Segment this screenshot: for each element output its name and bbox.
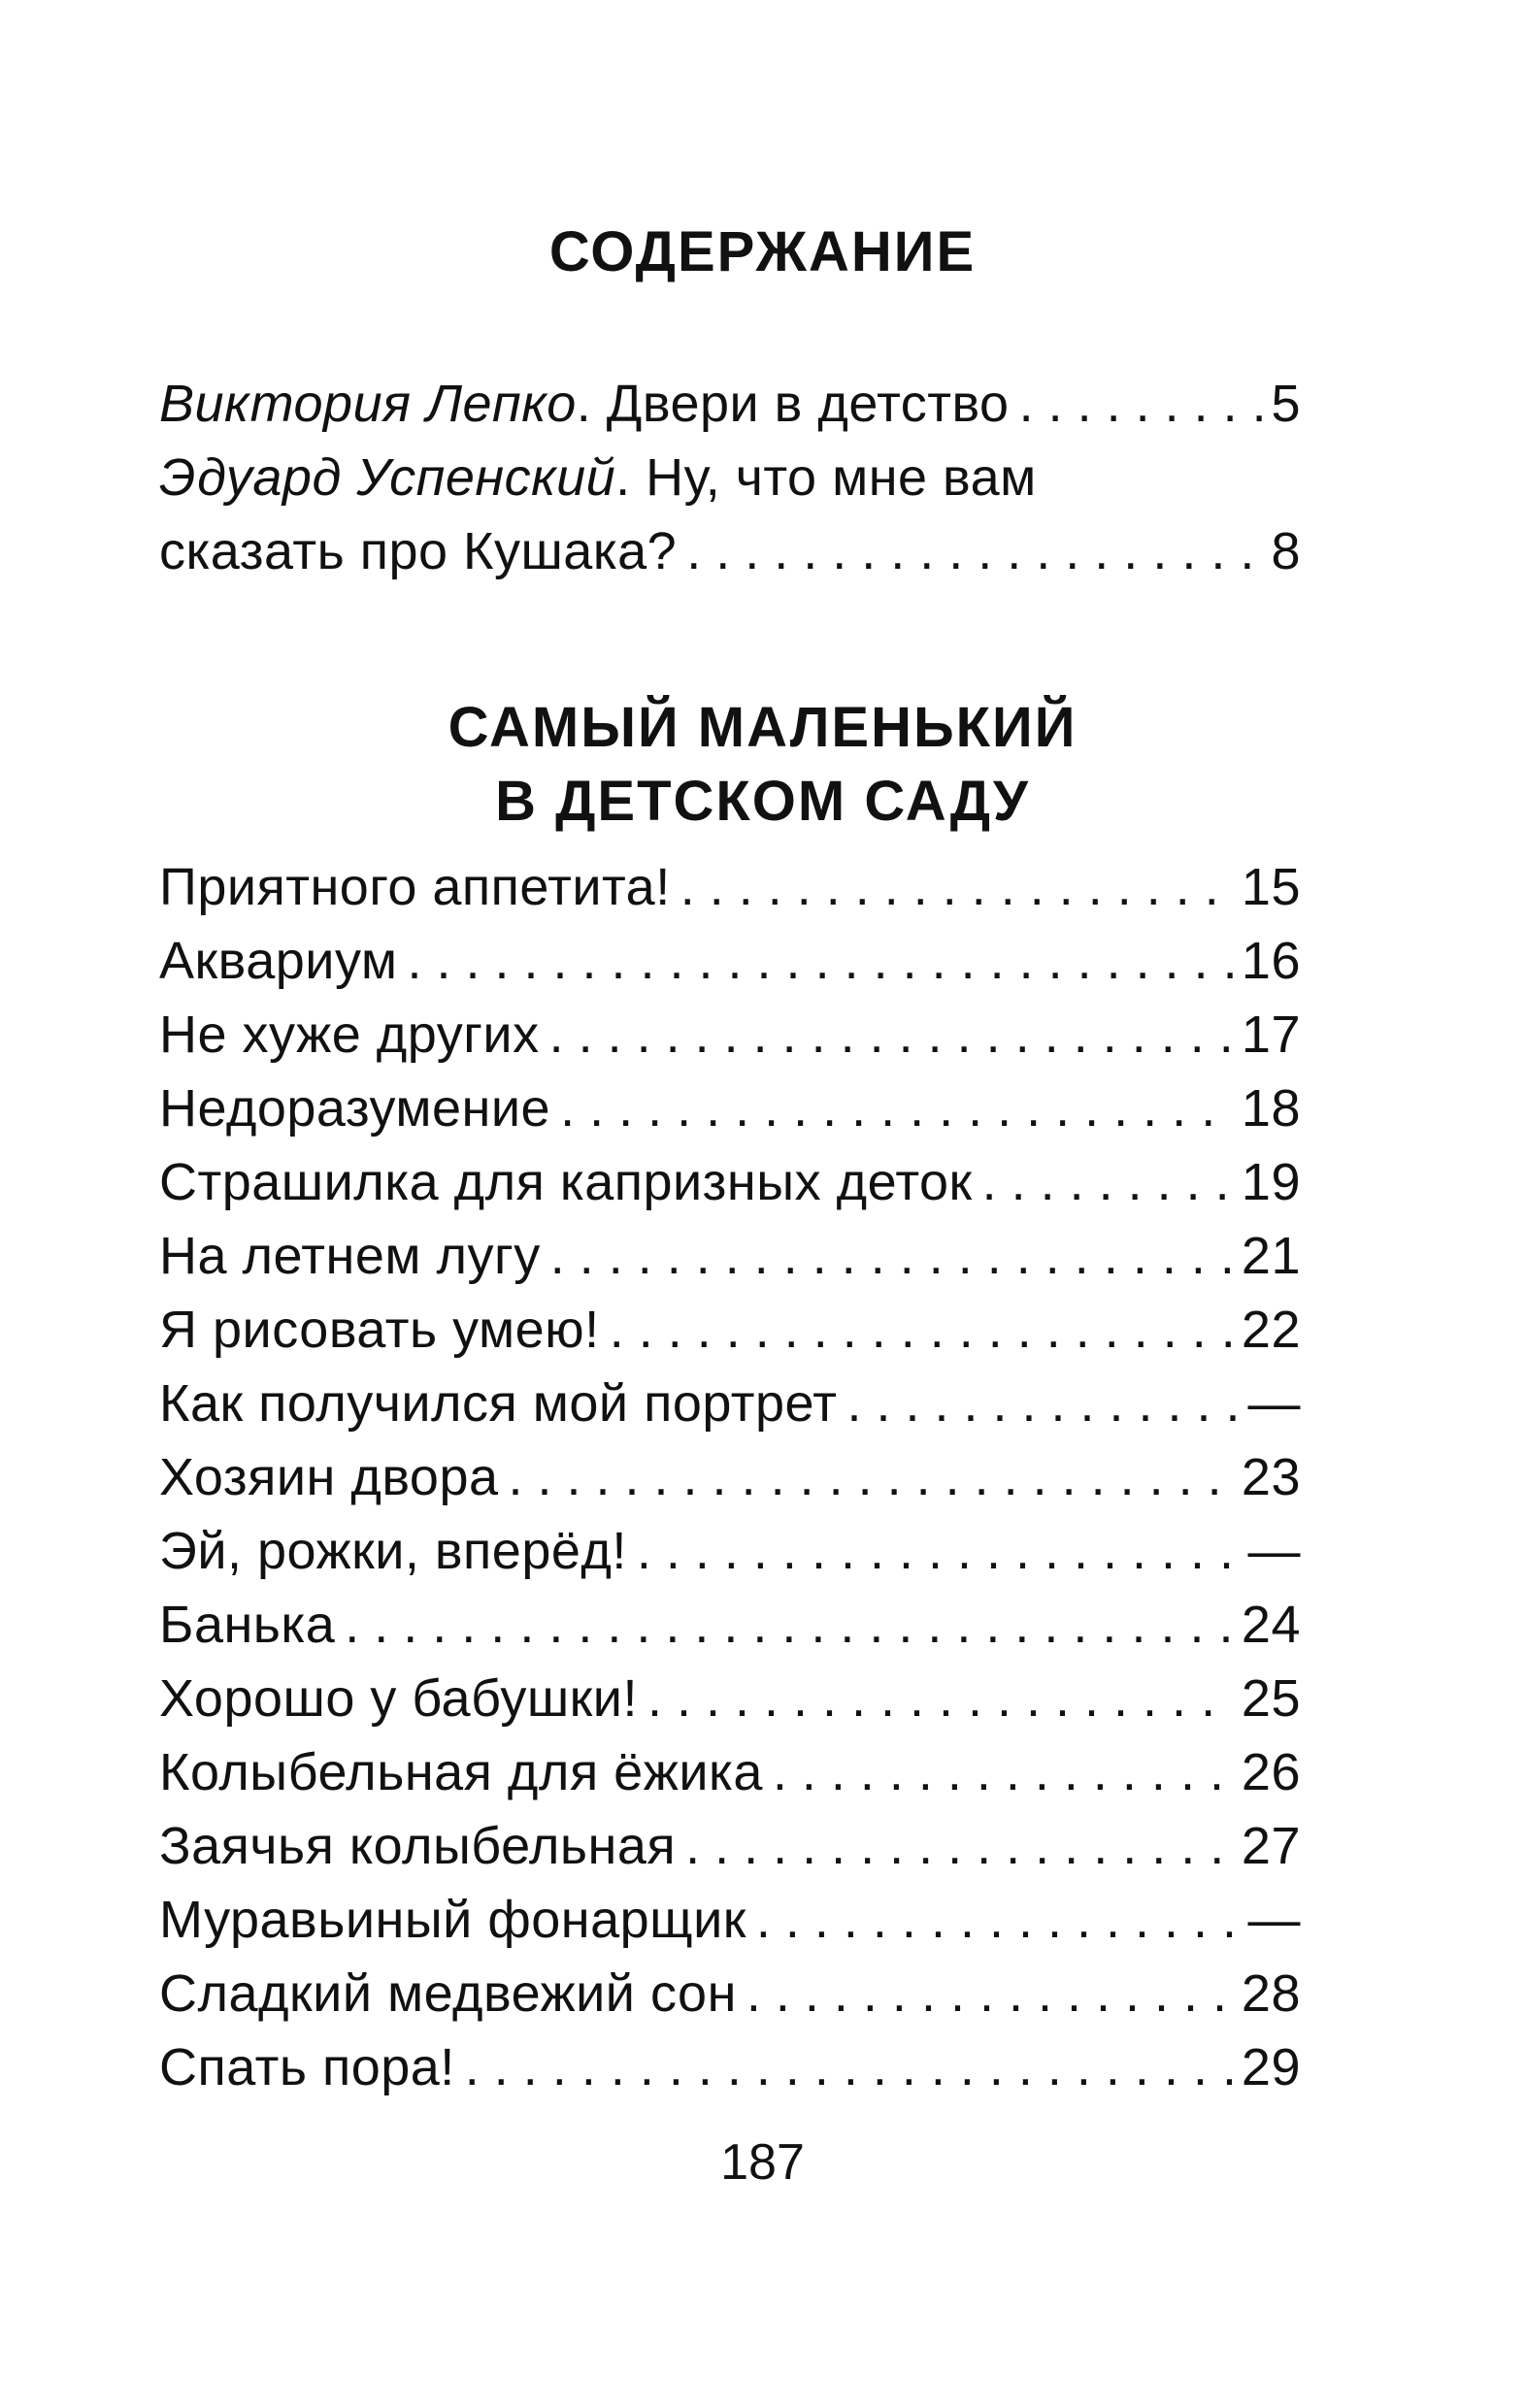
toc-entry [159, 2030, 1301, 2104]
section-title-line2: В ДЕТСКОМ САДУ [495, 770, 1030, 833]
entry-title: Колыбельная для ёжика [159, 1743, 763, 1801]
entry-page: 17 [1241, 1006, 1301, 1064]
entry-title: Приятного аппетита! [159, 858, 671, 916]
entry-title: На летнем лугу [159, 1227, 541, 1285]
toc-entry [159, 514, 1301, 588]
toc-entry [159, 1514, 1301, 1588]
entry-page: 21 [1241, 1227, 1301, 1285]
entry-page: 28 [1241, 1964, 1301, 2023]
entry-page: 26 [1241, 1743, 1301, 1801]
toc-entry [159, 998, 1301, 1072]
entry-page: 8 [1271, 522, 1301, 580]
entry-title: Муравьиный фонарщик [159, 1891, 746, 1949]
entry-author: Виктория Лепко [159, 375, 577, 433]
entry-title: Хозяин двора [159, 1448, 499, 1506]
entry-title [159, 441, 1037, 514]
entry-title: Хорошо у бабушки! [159, 1669, 638, 1728]
toc-entry [159, 1145, 1301, 1219]
dot-leader [407, 924, 1233, 998]
section-title-line1: САМЫЙ МАЛЕНЬКИЙ [448, 696, 1077, 759]
toc-entry [159, 1219, 1301, 1293]
entry-title: Страшилка для капризных деток [159, 1153, 973, 1211]
entry-page: 15 [1241, 858, 1301, 916]
dot-leader [465, 2030, 1234, 2104]
dot-leader [846, 1367, 1240, 1440]
entry-page: 16 [1241, 932, 1301, 990]
toc-entry [159, 850, 1301, 924]
entry-title: Эй, рожки, вперёд! [159, 1522, 627, 1580]
entry-author: Эдуард Успенский [159, 448, 616, 507]
entry-page: 29 [1241, 2038, 1301, 2096]
entry-page: — [1247, 1374, 1301, 1433]
entry-title: Спать пора! [159, 2038, 455, 2096]
contents-heading: СОДЕРЖАНИЕ [548, 220, 977, 283]
dot-leader [686, 514, 1263, 588]
toc-entry [159, 924, 1301, 998]
entry-title [159, 367, 1010, 441]
dot-leader [610, 1293, 1234, 1367]
dot-leader [773, 1735, 1234, 1809]
toc-entry [159, 1588, 1301, 1662]
entry-title: Банька [159, 1596, 336, 1654]
section-heading [0, 691, 1525, 839]
dot-leader [549, 998, 1234, 1072]
toc-entry [159, 441, 1301, 514]
toc-entry [159, 1440, 1301, 1514]
entry-page: — [1247, 1522, 1301, 1580]
entry-page: 23 [1241, 1448, 1301, 1506]
dot-leader [685, 1809, 1234, 1883]
entry-page: 22 [1241, 1301, 1301, 1359]
toc-list [159, 850, 1301, 2104]
dot-leader [637, 1514, 1241, 1588]
entry-title-text: . Двери в детство [576, 375, 1010, 433]
entry-page: 19 [1241, 1153, 1301, 1211]
toc-entry [159, 1957, 1301, 2030]
entry-page: 18 [1241, 1079, 1301, 1138]
entry-title: сказать про Кушака? [159, 522, 678, 580]
toc-entry [159, 1809, 1301, 1883]
toc-entry [159, 1072, 1301, 1145]
toc-entry [159, 1662, 1301, 1735]
entry-title: Сладкий медвежий сон [159, 1964, 737, 2023]
entry-title: Как получился мой портрет [159, 1374, 838, 1433]
dot-leader [680, 850, 1234, 924]
entry-title: Не хуже других [159, 1006, 540, 1064]
dot-leader [982, 1145, 1234, 1219]
dot-leader [550, 1219, 1234, 1293]
dot-leader [746, 1957, 1234, 2030]
dot-leader [1019, 367, 1264, 441]
entry-page: 25 [1241, 1669, 1301, 1728]
dot-leader [509, 1440, 1234, 1514]
toc-entry [159, 1367, 1301, 1440]
entry-title: Заячья колыбельная [159, 1817, 677, 1875]
toc-entry [159, 1293, 1301, 1367]
toc-entry [159, 1735, 1301, 1809]
entry-title: Недоразумение [159, 1079, 551, 1138]
entry-title: Аквариум [159, 932, 398, 990]
page-number: 187 [720, 2134, 805, 2191]
intro-entries [159, 367, 1301, 588]
entry-page: 24 [1241, 1596, 1301, 1654]
dot-leader [560, 1072, 1234, 1145]
entry-title-text: . Ну, что мне вам [615, 448, 1037, 507]
entry-page: 5 [1271, 375, 1301, 433]
entry-page: — [1247, 1891, 1301, 1949]
entry-page: 27 [1241, 1817, 1301, 1875]
dot-leader [345, 1588, 1234, 1662]
dot-leader [647, 1662, 1234, 1735]
entry-title: Я рисовать умею! [159, 1301, 600, 1359]
dot-leader [756, 1883, 1241, 1957]
toc-entry [159, 1883, 1301, 1957]
toc-entry [159, 367, 1301, 441]
